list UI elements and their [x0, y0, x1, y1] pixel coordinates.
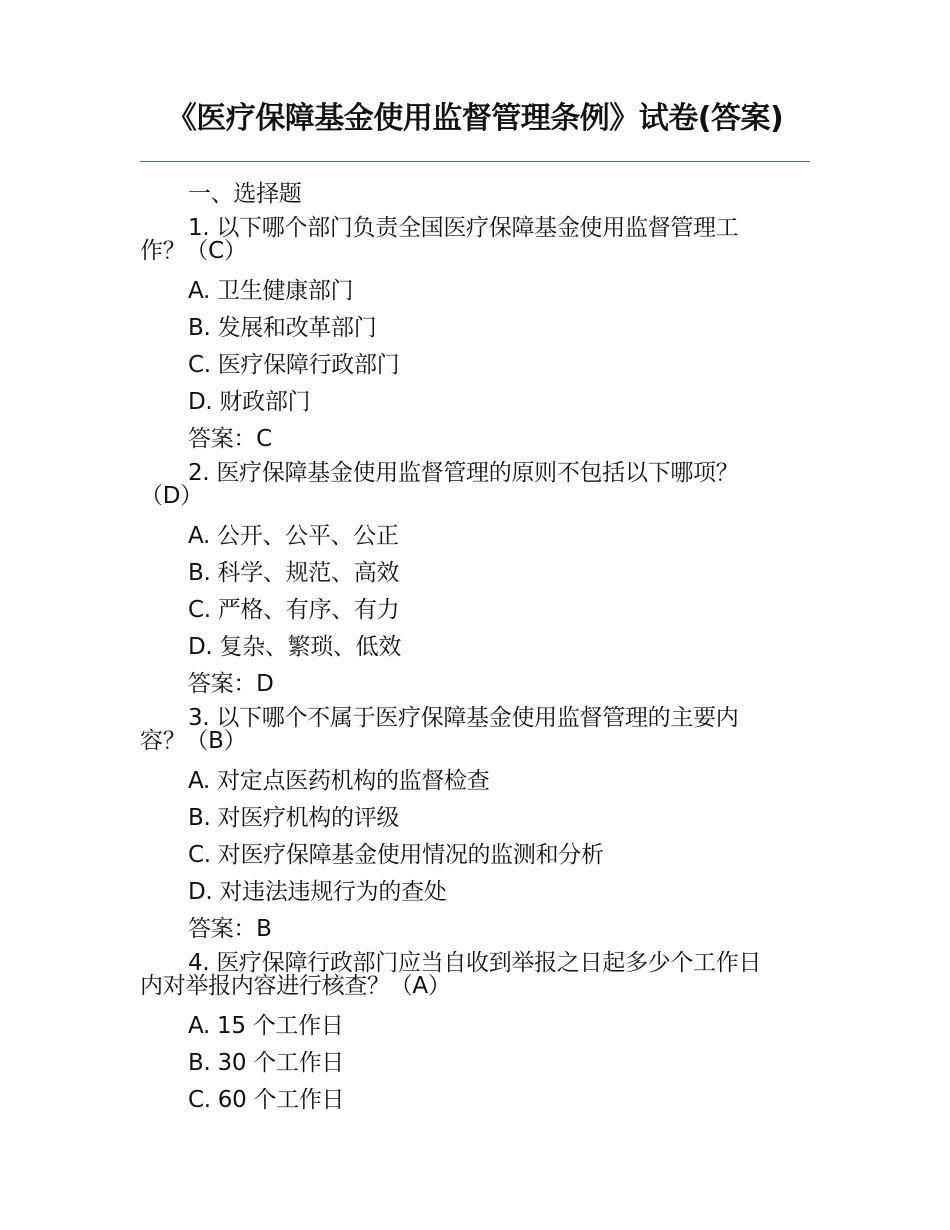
question-option: B. 30 个工作日	[188, 1050, 344, 1076]
question-option: B. 科学、规范、高效	[188, 560, 400, 586]
question-stem	[140, 462, 810, 508]
question-option: C. 医疗保障行政部门	[188, 352, 400, 378]
question-stem-line: 1. 以下哪个部门负责全国医疗保障基金使用监督管理工	[188, 215, 739, 241]
question-stem	[140, 217, 810, 263]
question-stem-line: 容？（B）	[140, 728, 247, 754]
question-option: C. 严格、有序、有力	[188, 597, 400, 623]
document-title: 《医疗保障基金使用监督管理条例》试卷(答案)	[166, 101, 784, 136]
question-answer: 答案：C	[188, 426, 272, 452]
question-option: C. 对医疗保障基金使用情况的监测和分析	[188, 842, 604, 868]
question-answer: 答案：B	[188, 916, 272, 942]
question-stem	[140, 707, 810, 753]
question-option: B. 发展和改革部门	[188, 315, 377, 341]
document-body	[140, 180, 810, 1123]
question-option: B. 对医疗机构的评级	[188, 805, 400, 831]
question-stem-line: 作？（C）	[140, 238, 247, 264]
question-option: D. 复杂、繁琐、低效	[188, 634, 402, 660]
question-stem-line: 内对举报内容进行核查？（A）	[140, 973, 451, 999]
question-stem-line: 2. 医疗保障基金使用监督管理的原则不包括以下哪项？	[188, 460, 739, 486]
question-answer: 答案：D	[188, 671, 274, 697]
question-stem-line: （D）	[140, 483, 203, 509]
title-underline	[140, 161, 810, 162]
question-option: D. 对违法违规行为的查处	[188, 879, 447, 905]
section-heading: 一、选择题	[188, 181, 302, 207]
question-option: A. 15 个工作日	[188, 1013, 344, 1039]
question-option: C. 60 个工作日	[188, 1087, 345, 1113]
question-option: A. 公开、公平、公正	[188, 523, 399, 549]
question-option: A. 对定点医药机构的监督检查	[188, 768, 490, 794]
question-stem-line: 4. 医疗保障行政部门应当自收到举报之日起多少个工作日	[188, 950, 762, 976]
question-option: D. 财政部门	[188, 389, 311, 415]
question-option: A. 卫生健康部门	[188, 278, 354, 304]
question-stem-line: 3. 以下哪个不属于医疗保障基金使用监督管理的主要内	[188, 705, 739, 731]
question-stem	[140, 952, 810, 998]
